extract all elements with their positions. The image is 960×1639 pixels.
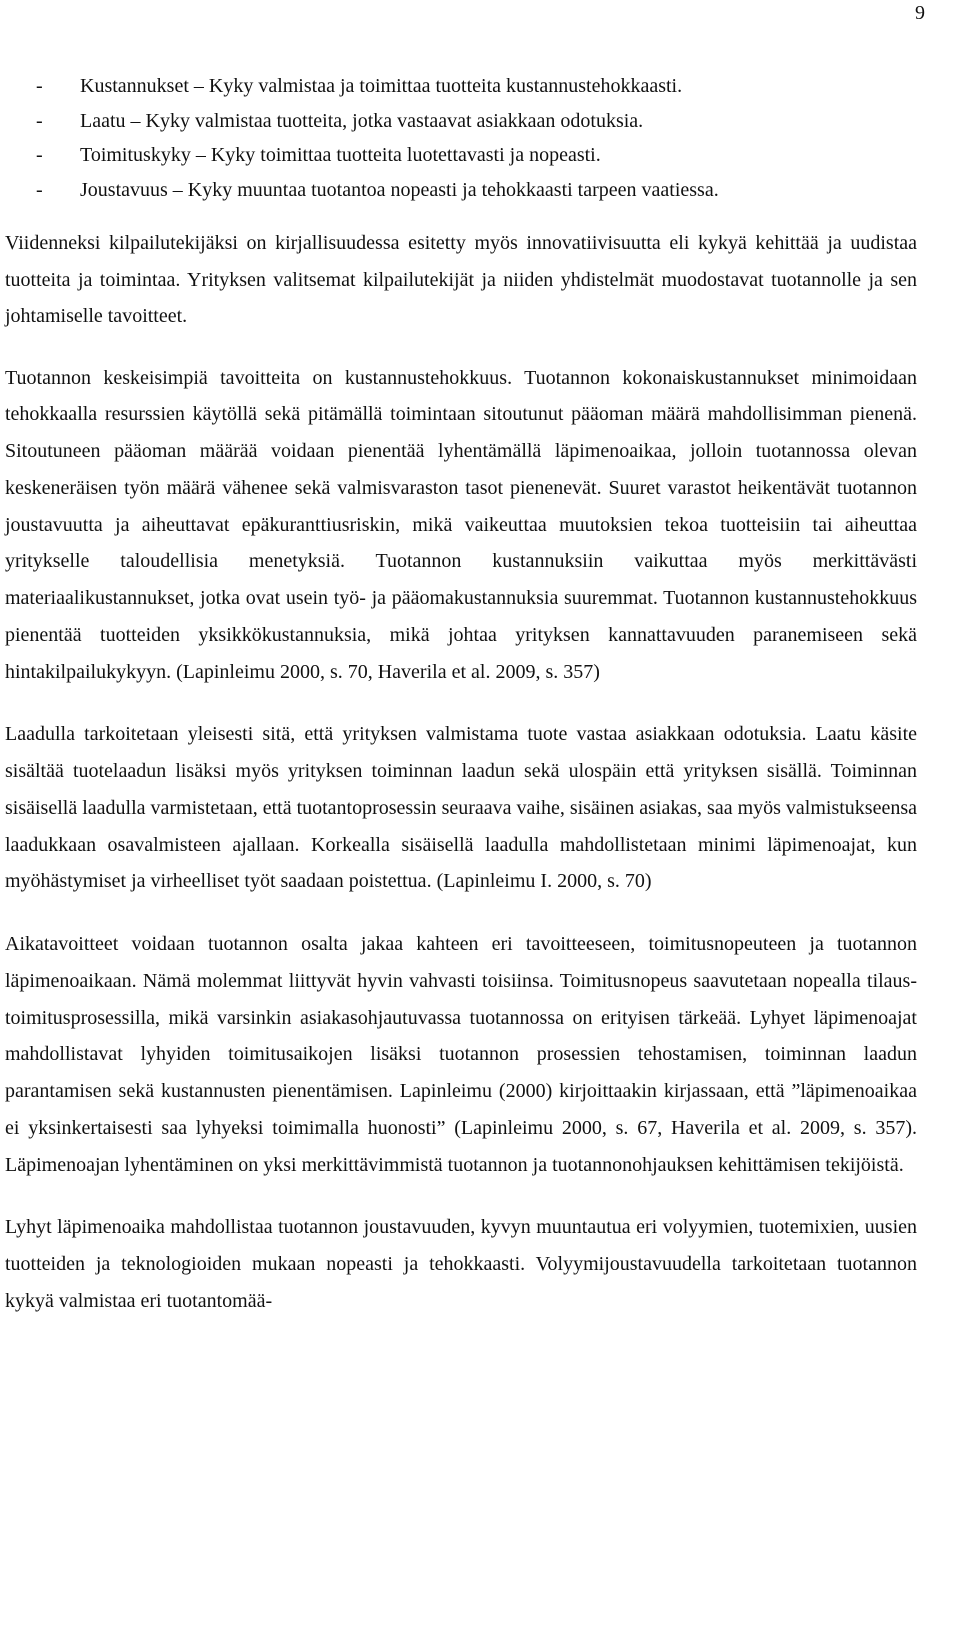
paragraph-quality: Laadulla tarkoitetaan yleisesti sitä, että yrityksen valmistama tuote vastaa asiakkaan odotuksia. Laatu käsite sisältää tuotelaadun lisäksi myös yrityksen toiminnan laadun sekä ulospäin että yrityksen sisällä. Toiminnan sisäisellä laadulla varmistetaan, että tuotantoprosessin seuraava vaihe, sisäinen asiakas, saa myös valmistukseensa laadukkaan osavalmisteen ajallaan. Korkealla sisäisellä laadulla mahdollistetaan minimi läpimenoajat, kun myöhästymiset ja virheelliset työt saadaan poistettua. (Lapinleimu I. 2000, s. 70) xyxy=(5,723,917,893)
page-number: 9 xyxy=(915,2,925,24)
bullet-list xyxy=(5,69,917,207)
bullet-dash: - xyxy=(36,178,43,201)
list-item-text: Joustavuus – Kyky muuntaa tuotantoa nopeasti ja tehokkaasti tarpeen vaatiessa. xyxy=(80,178,719,201)
bullet-dash: - xyxy=(36,109,43,132)
bullet-dash: - xyxy=(36,75,43,97)
list-item xyxy=(5,104,917,139)
list-item xyxy=(5,138,917,173)
paragraph-innovation: Viidenneksi kilpailutekijäksi on kirjallisuudessa esitetty myös innovatiivisuutta eli kykyä kehittää ja uudistaa tuotteita ja toimintaa. Yrityksen valitsemat kilpailutekijät ja niiden yhdistelmät muodostavat tuotannolle ja sen johtamiselle tavoitteet. xyxy=(5,232,917,327)
bullet-dash: - xyxy=(36,144,43,166)
list-item xyxy=(5,69,917,104)
list-item-text: Toimituskyky – Kyky toimittaa tuotteita luotettavasti ja nopeasti. xyxy=(80,144,601,166)
paragraph-cost-efficiency: Tuotannon keskeisimpiä tavoitteita on kustannustehokkuus. Tuotannon kokonaiskustannukset minimoidaan tehokkaalla resurssien käytöllä sekä pitämällä toimintaan sitoutunut pääoman määrä mahdollisimman pienenä. Sitoutuneen pääoman määrää voidaan pienentää lyhentämällä läpimenoaikaa, jolloin tuotannossa olevan keskeneräisen työn määrä vähenee sekä valmisvaraston tasot pienenevät. Suuret varastot heikentävät tuotannon joustavuutta ja aiheuttavat epäkuranttiusriskin, mikä vaikeuttaa muutoksien tekoa tuotteisiin tai aiheuttaa yritykselle taloudellisia menetyksiä. Tuotannon kustannuksiin vaikuttaa myös merkittävästi materiaalikustannukset, jotka ovat usein työ- ja pääomakustannuksia suuremmat. Tuotannon kustannustehokkuus pienentää tuotteiden yksikkökustannuksia, mikä johtaa yrityksen kannattavuuden paranemiseen sekä hintakilpailukykyyn. (Lapinleimu 2000, s. 70, Haverila et al. 2009, s. 357) xyxy=(5,366,917,683)
list-item-text: Kustannukset – Kyky valmistaa ja toimittaa tuotteita kustannustehokkaasti. xyxy=(80,75,683,97)
paragraph-flexibility: Lyhyt läpimenoaika mahdollistaa tuotannon joustavuuden, kyvyn muuntautua eri volyymien, tuotemixien, uusien tuotteiden ja teknologioiden mukaan nopeasti ja tehokkaasti. Volyymijoustavuudella tarkoitetaan tuotannon kykyä valmistaa eri tuotantomää- xyxy=(5,1216,917,1312)
list-item xyxy=(5,173,917,208)
list-item-text: Laatu – Kyky valmistaa tuotteita, jotka vastaavat asiakkaan odotuksia. xyxy=(80,109,644,132)
paragraph-time-goals: Aikatavoitteet voidaan tuotannon osalta jakaa kahteen eri tavoitteeseen, toimitusnopeuteen ja tuotannon läpimenoaikaan. Nämä molemmat liittyvät hyvin vahvasti toisiinsa. Toimitusnopeus saavutetaan nopealla tilaus-toimitusprosessilla, mikä varsinkin asiakasohjautuvassa tuotannossa on erityisen tärkeää. Lyhyet läpimenoajat mahdollistavat lyhyiden toimitusaikojen lisäksi tuotannon prosessien tehostamisen, toiminnan laadun parantamisen sekä kustannusten pienentämisen. Lapinleimu (2000) kirjoittaakin kirjassaan, että ”läpimenoaikaa ei yksinkertaisesti saa lyhyeksi toimimalla huonosti” (Lapinleimu 2000, s. 67, Haverila et al. 2009, s. 357). Läpimenoajan lyhentäminen on yksi merkittävimmistä tuotannon ja tuotannonohjauksen kehittämisen tekijöistä. xyxy=(5,933,917,1176)
document-body xyxy=(5,69,917,1320)
